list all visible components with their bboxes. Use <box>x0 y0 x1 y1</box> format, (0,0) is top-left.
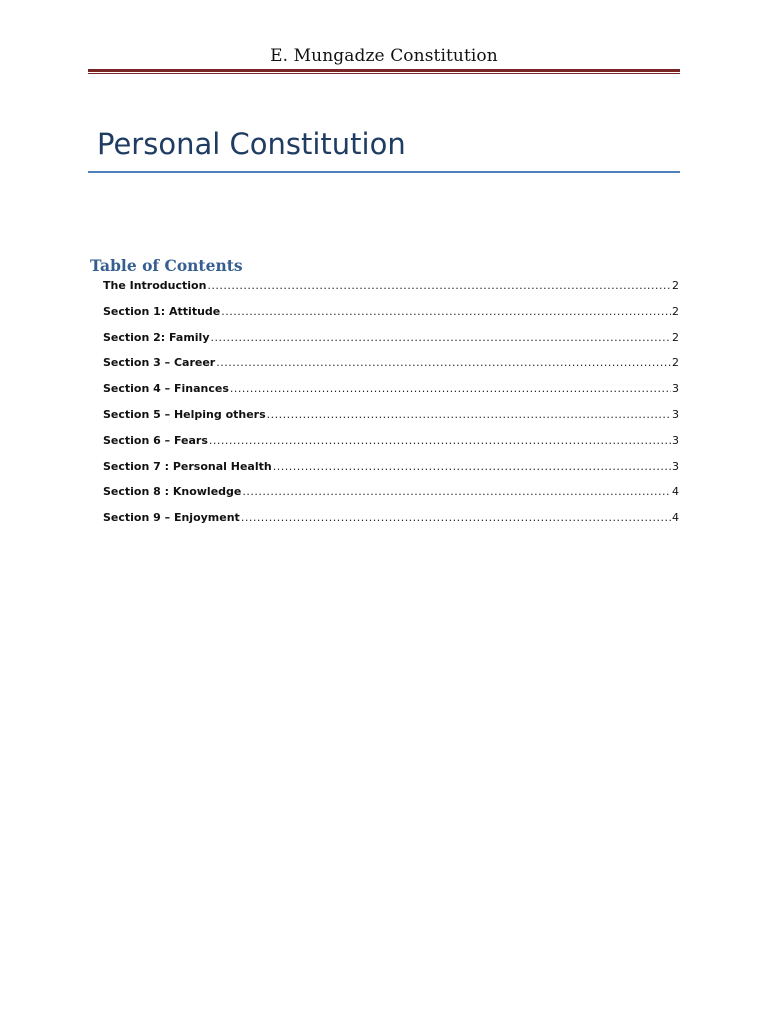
toc-entry-page[interactable]: 3 <box>672 407 679 421</box>
toc-entry-label[interactable]: Section 4 – Finances <box>103 382 229 396</box>
toc-dot-leader <box>216 356 671 369</box>
toc-dot-leader <box>221 305 671 318</box>
toc-entry-section-1[interactable] <box>103 305 679 331</box>
table-of-contents <box>103 279 679 537</box>
header-double-rule <box>88 69 680 75</box>
toc-entry-label[interactable]: Section 1: Attitude <box>103 304 221 318</box>
toc-entry-page[interactable]: 2 <box>672 304 679 318</box>
toc-dot-leader <box>242 485 671 498</box>
toc-dot-leader <box>267 408 671 421</box>
toc-dot-leader <box>230 382 671 395</box>
toc-entry-label[interactable]: Section 7 : Personal Health <box>103 459 272 473</box>
toc-entry-introduction[interactable] <box>103 279 679 305</box>
toc-entry-label[interactable]: Section 5 – Helping others <box>103 407 266 421</box>
running-header: E. Mungadze Constitution <box>270 46 498 66</box>
toc-entry-section-4[interactable] <box>103 382 679 408</box>
toc-entry-label[interactable]: Section 3 – Career <box>103 356 216 370</box>
toc-entry-section-7[interactable] <box>103 460 679 486</box>
title-underline-rule <box>88 171 680 173</box>
header-rule-thin <box>88 73 680 74</box>
toc-entry-page[interactable]: 3 <box>672 382 679 396</box>
toc-entry-page[interactable]: 3 <box>672 433 679 447</box>
toc-entry-page[interactable]: 4 <box>672 511 679 525</box>
toc-entry-page[interactable]: 4 <box>672 485 679 499</box>
toc-entry-page[interactable]: 3 <box>672 459 679 473</box>
toc-entry-label[interactable]: Section 8 : Knowledge <box>103 485 242 499</box>
toc-entry-section-3[interactable] <box>103 356 679 382</box>
toc-dot-leader <box>241 511 671 524</box>
toc-dot-leader <box>207 279 671 292</box>
document-title: Personal Constitution <box>97 127 406 161</box>
toc-entry-page[interactable]: 2 <box>672 330 679 344</box>
toc-entry-page[interactable]: 2 <box>672 356 679 370</box>
toc-entry-label[interactable]: Section 2: Family <box>103 330 210 344</box>
toc-entry-page[interactable]: 2 <box>672 279 679 292</box>
toc-entry-section-6[interactable] <box>103 434 679 460</box>
toc-dot-leader <box>211 331 672 344</box>
toc-dot-leader <box>273 460 671 473</box>
header-rule-thick <box>88 69 680 72</box>
toc-entry-label[interactable]: The Introduction <box>103 279 207 292</box>
toc-entry-label[interactable]: Section 6 – Fears <box>103 433 208 447</box>
toc-entry-section-9[interactable] <box>103 511 679 537</box>
toc-entry-label[interactable]: Section 9 – Enjoyment <box>103 511 240 525</box>
toc-entry-section-2[interactable] <box>103 331 679 357</box>
toc-heading: Table of Contents <box>90 256 243 275</box>
toc-entry-section-8[interactable] <box>103 485 679 511</box>
toc-entry-section-5[interactable] <box>103 408 679 434</box>
toc-dot-leader <box>209 434 671 447</box>
